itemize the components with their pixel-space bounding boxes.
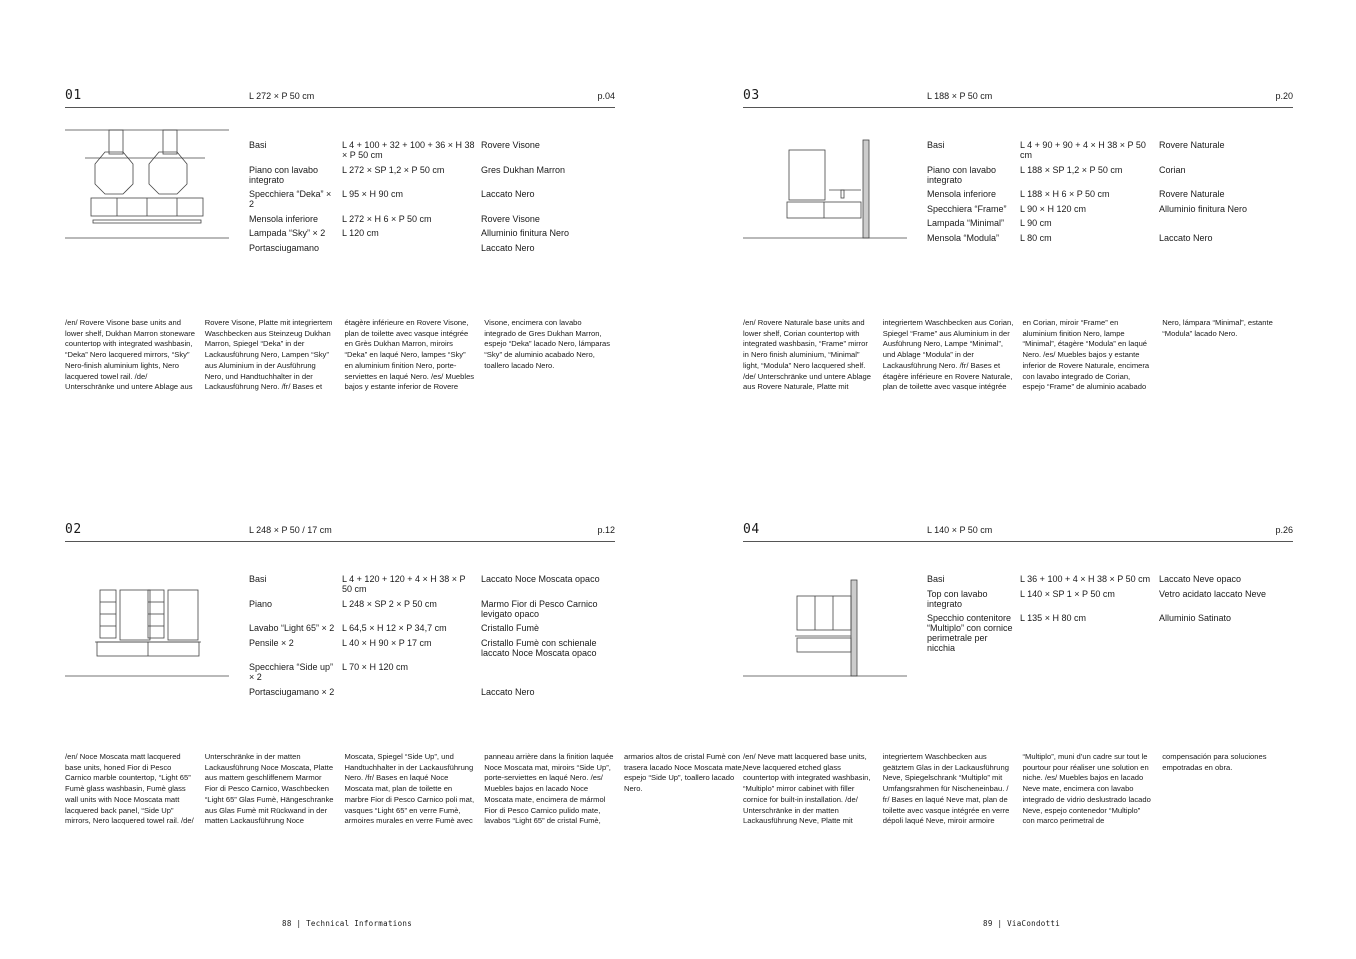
component-finish: Alluminio finitura Nero [481,228,570,238]
component-name: Lampada “Sky” × 2 [249,228,326,238]
section-dimensions: L 272 × P 50 cm [249,91,315,101]
component-finish: Laccato Nero [481,189,535,199]
component-name: Piano con lavabo integrato [249,164,319,185]
page-reference: p.26 [1275,525,1293,535]
section-number: 02 [65,522,82,537]
component-finish: Laccato Neve opaco [1159,574,1242,584]
multilingual-description: /en/ Rovere Visone base units and lower shelf, Dukhan Marron stoneware countertop with integrated washbasin, “Deka” Nero lacquered mirrors, “Sky” Nero-finish aluminium lights, Nero lacquered towel rail. /de/ Unterschränke und untere Ablage aus Rovere Visone, Platte mit integriertem Waschbecken aus Steinzeug Dukhan Marron, Spiegel “Deka” in der Lackausführung Nero, Lampen “Sky” aus Aluminium in der Ausführung Nero, und Handtuchhalter in der Lackausführung Nero. /fr/ Bases et étagère inférieure en Rovere Visone, plan de toilette avec vasque intégrée en Grès Dukhan Marron, miroirs “Deka” en laqué Nero, lampes “Sky” en aluminium finition Nero, porte-serviettes en laqué Nero. /es/ Muebles bajos y estante inferior de Rovere Visone, encimera con lavabo integrado de Gres Dukhan Marron, espejo “Deka” lacado Nero, lámparas “Sky” de aluminio acabado Nero, toallero lacado Nero. [65,318,611,392]
component-name: Lavabo “Light 65” × 2 [249,623,335,633]
component-finish: Rovere Naturale [1159,140,1225,150]
component-name: Portasciugamano [249,242,320,253]
section-header [743,522,1293,542]
spec-row [249,214,615,224]
component-measure: L 4 + 90 + 90 + 4 × H 38 × P 50 cm [1020,140,1146,160]
component-finish: Cristallo Fumè [481,623,540,633]
component-name: Basi [927,574,945,584]
page-reference: p.04 [597,91,615,101]
section-number: 01 [65,88,82,103]
multilingual-description: /en/ Neve matt lacquered base units, Neve lacquered etched glass countertop with integrated washbasin, “Multiplo” mirror cabinet with filler cornice for built-in installation. /de/ Unterschränke in der matten Lackausführung Neve, Platte mit integriertem Waschbecken aus geätztem Glas in der Lackausführung Neve, Spiegelschrank “Multiplo” mit Umfangsrahmen für Nischeneinbau. / fr/ Bases en laqué Neve mat, plan de toilette avec vasque intégrée en verre dépoli laqué Neve, miroir armoire “Multiplo”, muni d’un cadre sur tout le pourtour pour réaliser une solution en niche. /es/ Muebles bajos en lacado Neve mate, encimera con lavabo integrado de vidrio deslustrado lacado Neve, espejo contenedor “Multiplo” con marco perimetral de compensación para soluciones empotradas en obra. [743,752,1267,826]
technical-drawing [65,556,229,676]
page-reference: p.20 [1275,91,1293,101]
component-finish [481,662,615,682]
component-name: Basi [249,140,267,150]
footer-right: 89 | ViaCondotti [983,919,1061,928]
component-finish: Vetro acidato laccato Neve [1159,588,1267,599]
spec-row [249,599,615,619]
component-name: Mensola inferiore [249,213,319,224]
technical-drawing [743,556,907,676]
component-measure: L 272 × SP 1,2 × P 50 cm [342,164,445,175]
section-header [743,88,1293,108]
component-measure: L 95 × H 90 cm [342,189,403,199]
component-name: Lampada “Minimal” [927,218,1005,228]
component-finish: Gres Dukhan Marron [481,164,566,175]
multilingual-description: /en/ Rovere Naturale base units and lower shelf, Corian countertop with integrated washbasin, “Frame” mirror in Nero finish aluminium, “Minimal” light, “Modula” Nero lacquered shelf. /de/ Unterschränke und untere Ablage aus Rovere Naturale, Platte mit integriertem Waschbecken aus Corian, Spiegel “Frame” aus Aluminium in der Ausführung Nero, Lampe “Minimal”, und Ablage “Modula” in der Lackausführung Nero. /fr/ Bases et étagère inférieure en Rovere Naturale, plan de toilette avec vasque intégrée en Corian, miroir “Frame” en aluminium finition Nero, lampe “Minimal”, étagère “Modula” en laqué Nero. /es/ Muebles bajos y estante inferior de Rovere Naturale, encimera con lavabo integrado de Corian, espejo “Frame” de aluminio acabado Nero, lámpara “Minimal”, estante “Modula” lacado Nero. [743,318,1273,392]
component-measure: L 80 cm [1020,232,1052,243]
component-finish: Cristallo Fumè con schienale laccato Noce Moscata opaco [481,637,597,658]
component-measure: L 4 + 100 + 32 + 100 + 36 × H 38 × P 50 cm [342,140,475,160]
component-measure: L 188 × SP 1,2 × P 50 cm [1020,164,1123,175]
section-01 [65,88,615,508]
component-name: Top con lavabo integrato [927,588,988,609]
component-measure: L 188 × H 6 × P 50 cm [1020,189,1110,199]
section-dimensions: L 248 × P 50 / 17 cm [249,525,332,535]
spec-row [927,189,1293,199]
page-reference: p.12 [597,525,615,535]
component-measure: L 4 + 120 + 120 + 4 × H 38 × P 50 cm [342,574,466,594]
component-measure: L 36 + 100 + 4 × H 38 × P 50 cm [1020,574,1151,584]
component-finish: Rovere Visone [481,140,540,150]
component-finish: Laccato Nero [1159,232,1213,243]
spec-row [249,189,615,209]
component-finish: Alluminio finitura Nero [1159,203,1248,214]
section-dimensions: L 188 × P 50 cm [927,91,993,101]
footer-left: 88 | Technical Informations [282,919,413,928]
section-02 [65,522,744,942]
spec-row [249,623,615,633]
component-finish: Rovere Visone [481,213,540,224]
specifications-table [249,574,615,701]
multilingual-description: /en/ Noce Moscata matt lacquered base units, honed Fior di Pesco Carnico marble countertop, “Light 65” Fumè glass washbasin, Fumè glass wall units with Noce Moscata matt lacquered back panel, “Side Up” mirrors, Nero lacquered towel rail. /de/ Unterschränke in der matten Lackausführung Noce Moscata, Platte aus mattem geschliffenem Marmor Fior di Pesco Carnico, Waschbecken “Light 65” Glas Fumè, Hängeschranke aus Glas Fumè mit Rückwand in der matten Lackausführung Noce Moscata, Spiegel “Side Up”, und Handtuchhalter in der Lackausführung Nero. /fr/ Bases en laqué Noce Moscata mat, plan de toilette en marbre Fior di Pesco Carnico poli mat, vasques “Light 65” en verre Fumè, armoires murales en verre Fumè avec panneau arrière dans la finition laquée Noce Moscata mat, miroirs “Side Up”, porte-serviettes en laqué Nero. /es/ Muebles bajos en lacado Noce Moscata mate, encimera de mármol Fior di Pesco Carnico pulido mate, lavabos “Light 65” de cristal Fumè, armarios altos de cristal Fumè con trasera lacado Noce Moscata mate, espejo “Side Up”, toallero lacado Nero. [65,752,744,826]
section-number: 04 [743,522,760,537]
component-measure: L 70 × H 120 cm [342,662,408,672]
component-measure [342,687,481,697]
component-measure [342,243,481,253]
component-finish: Laccato Noce Moscata opaco [481,574,600,584]
spec-row [927,140,1293,160]
spec-row [927,233,1293,243]
component-measure: L 90 cm [1020,218,1052,228]
component-finish: Laccato Nero [481,686,535,697]
technical-drawing [743,122,907,242]
spec-row [927,204,1293,214]
spec-row [927,574,1293,584]
specifications-table [927,140,1293,247]
component-measure: L 64,5 × H 12 × P 34,7 cm [342,623,447,633]
component-finish: Corian [1159,164,1186,175]
component-name: Piano con lavabo integrato [927,164,997,185]
spec-row [249,243,615,253]
section-number: 03 [743,88,760,103]
section-dimensions: L 140 × P 50 cm [927,525,993,535]
component-finish: Rovere Naturale [1159,189,1225,199]
spec-row [249,574,615,594]
component-finish: Laccato Nero [481,242,535,253]
component-measure: L 90 × H 120 cm [1020,203,1086,214]
component-name: Pensile × 2 [249,637,294,648]
component-measure: L 135 × H 80 cm [1020,613,1086,623]
spec-row [249,638,615,658]
component-measure: L 272 × H 6 × P 50 cm [342,213,432,224]
component-name: Basi [249,574,267,584]
spec-row [249,687,615,697]
component-measure: L 120 cm [342,228,379,238]
component-name: Specchio contenitore “Multiplo” con cornice perimetrale per nicchia [927,613,1013,653]
section-header [65,522,615,542]
component-name: Specchiera “Deka” × 2 [249,189,332,209]
section-04 [743,522,1293,942]
spec-row [927,165,1293,185]
specifications-table [927,574,1293,658]
technical-drawing [65,122,229,242]
section-header [65,88,615,108]
spec-row [249,228,615,238]
spec-row [249,165,615,185]
spec-row [249,662,615,682]
spec-row [249,140,615,160]
component-measure: L 140 × SP 1 × P 50 cm [1020,588,1115,599]
component-finish [1159,218,1293,228]
component-measure: L 248 × SP 2 × P 50 cm [342,598,437,609]
component-name: Mensola inferiore [927,189,997,199]
component-name: Piano [249,598,273,609]
component-measure: L 40 × H 90 × P 17 cm [342,637,432,648]
component-name: Basi [927,140,945,150]
section-03 [743,88,1293,508]
component-finish: Marmo Fior di Pesco Carnico levigato opaco [481,598,598,619]
spec-row [927,613,1293,653]
specifications-table [249,140,615,257]
component-name: Specchiera “Side up” × 2 [249,662,334,682]
spec-row [927,218,1293,228]
component-finish: Alluminio Satinato [1159,613,1232,623]
component-name: Specchiera “Frame” [927,203,1007,214]
component-name: Mensola “Modula” [927,232,1000,243]
component-name: Portasciugamano × 2 [249,686,335,697]
spec-row [927,589,1293,609]
